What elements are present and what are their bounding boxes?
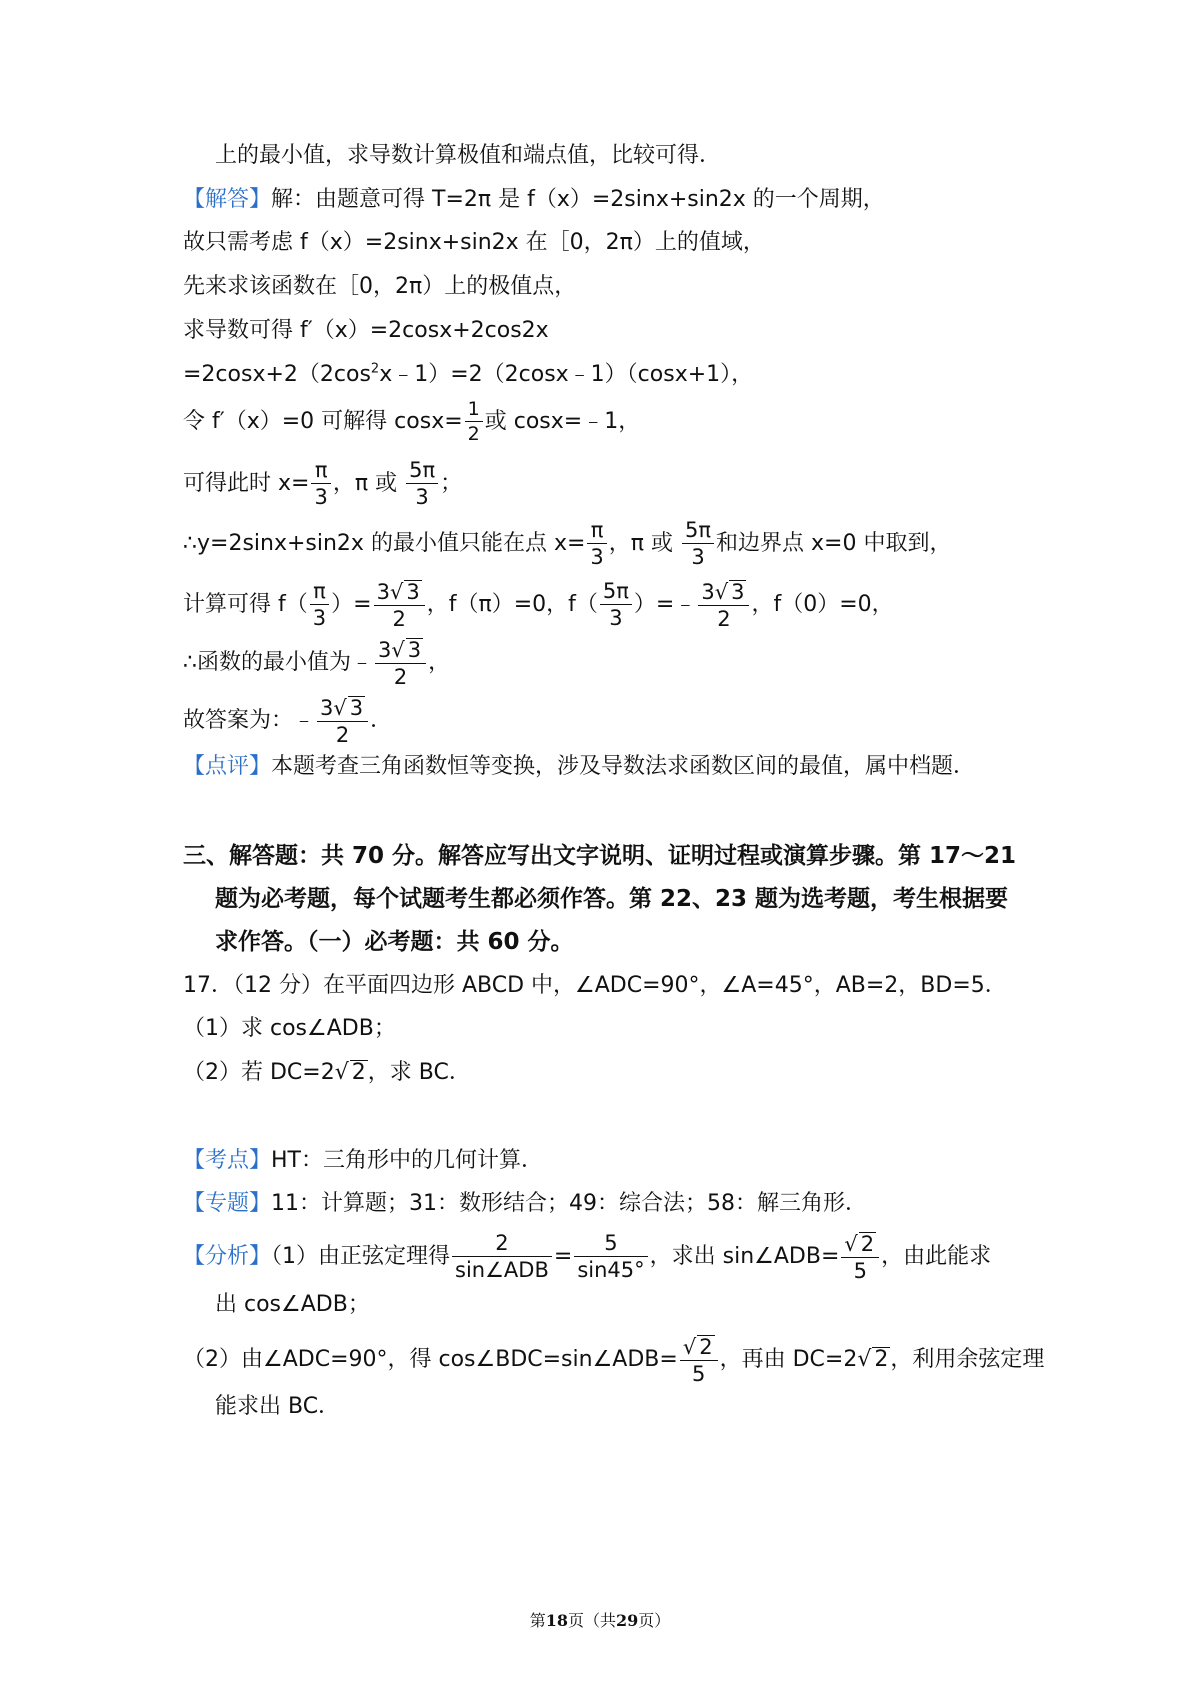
total-pages: 29	[616, 1611, 639, 1630]
fraction-pi-over-3	[587, 520, 606, 568]
radicand: 3	[349, 696, 364, 720]
exponent: 2	[370, 361, 380, 377]
numerator: 5π	[600, 581, 632, 605]
numerator: 1	[465, 400, 483, 422]
fraction-3sqrt3-over-2	[375, 638, 426, 688]
fraction-5pi-over-3	[406, 460, 438, 508]
expr-part: x﹣1）=2（2cosx﹣1）（cosx+1），	[379, 362, 754, 387]
expr-part: ，f（π）=0，f（	[426, 592, 598, 618]
analysis-tag: 【分析】	[183, 1244, 272, 1270]
fraction-3sqrt3-over-2	[374, 580, 425, 630]
expr-part: （2）若 DC=2	[183, 1060, 335, 1085]
radicand: 3	[407, 638, 422, 662]
coefficient: 3	[320, 696, 334, 720]
expr-part: ，利用余弦定理	[890, 1347, 1045, 1373]
denominator: 5	[853, 1259, 867, 1284]
text-line-8	[183, 460, 462, 508]
sqrt-sign: √	[844, 1232, 858, 1256]
radicand: 2	[699, 1335, 713, 1359]
radicand: 2	[351, 1060, 366, 1085]
fraction-3sqrt3-over-2	[317, 696, 368, 746]
denominator: sin45°	[577, 1258, 645, 1283]
expr-part: （2）由∠ADC=90°，得 cos∠BDC=sin∠ADB=	[183, 1347, 678, 1373]
expr-part: ，求 BC．	[367, 1060, 471, 1085]
fraction-2-over-sin-adb	[452, 1233, 552, 1281]
expr-part: ）=	[331, 592, 372, 618]
text-line-answer	[183, 185, 885, 215]
comment-tag: 【点评】	[183, 754, 272, 779]
numerator: 5	[574, 1233, 647, 1257]
section-heading-line-3: 求作答。（一）必考题：共 60 分。	[215, 929, 574, 955]
sqrt-sign: √	[389, 580, 404, 604]
sqrt-sign: √	[682, 1335, 697, 1359]
sqrt-sign: √	[857, 1347, 872, 1373]
numerator	[680, 1335, 718, 1361]
fraction-5pi-over-3	[600, 581, 632, 629]
section-heading-line-2: 题为必考题，每个试题考生都必须作答。第 22、23 题为选考题，考生根据要	[215, 886, 1009, 912]
knowledge-point-text: HT：三角形中的几何计算．	[271, 1148, 543, 1173]
fraction-5-over-sin45	[574, 1233, 647, 1281]
denominator: sin∠ADB	[455, 1258, 549, 1283]
radicand: 3	[731, 580, 745, 604]
sqrt-sign: √	[334, 1060, 349, 1085]
fraction-pi-over-3	[311, 460, 330, 508]
denominator: 3	[314, 485, 328, 509]
expr-part: 或 cosx=﹣1，	[484, 409, 641, 434]
topic-tag: 【专题】	[183, 1191, 272, 1216]
denominator: 5	[692, 1362, 706, 1387]
expr-part: 计算可得 f（	[183, 592, 308, 618]
coefficient: 3	[701, 580, 715, 604]
expr-part: ，π 或	[332, 471, 398, 496]
numerator	[698, 580, 749, 606]
numerator: 5π	[682, 520, 714, 544]
knowledge-point-line	[183, 1146, 543, 1176]
denominator: 3	[415, 485, 429, 509]
sqrt-sign: √	[714, 580, 729, 604]
denominator: 3	[312, 606, 327, 631]
question-17: 17．（12 分）在平面四边形 ABCD 中，∠ADC=90°，∠A=45°，AB=2，BD=5．	[183, 973, 1007, 998]
comment-text: 本题考查三角函数恒等变换，涉及导数法求函数区间的最值，属中档题．	[271, 754, 976, 779]
denominator: 3	[609, 606, 623, 631]
denominator: 2	[393, 665, 408, 690]
text-line-11	[183, 638, 450, 688]
radicand: 2	[874, 1347, 889, 1373]
coefficient: 3	[376, 580, 390, 604]
fraction-sqrt2-over-5	[841, 1232, 879, 1282]
expr-part: ∴y=2sinx+sin2x 的最小值只能在点 x=	[183, 531, 586, 556]
expr-part: =	[553, 1244, 573, 1270]
analysis-line-2: 出 cos∠ADB；	[215, 1292, 370, 1317]
fraction-sqrt2-over-5	[680, 1335, 718, 1385]
denominator: 2	[717, 607, 731, 632]
denominator: 3	[691, 545, 705, 569]
analysis-line-1	[183, 1232, 991, 1282]
expr-part: ，π 或	[608, 531, 674, 556]
topic-text: 11：计算题；31：数形结合；49：综合法；58：解三角形．	[271, 1191, 867, 1216]
page-footer	[0, 1608, 1200, 1631]
fraction-3sqrt3-over-2	[698, 580, 749, 630]
numerator: 2	[452, 1233, 552, 1257]
denominator: 2	[467, 423, 480, 445]
fraction-one-half	[465, 400, 483, 444]
numerator	[375, 638, 426, 664]
numerator	[841, 1232, 879, 1258]
section-heading-line-1: 三、解答题：共 70 分。解答应写出文字说明、证明过程或演算步骤。第 17～21	[183, 843, 1017, 869]
footer-mid: 页（共	[567, 1611, 616, 1630]
text-line-1: 上的最小值，求导数计算极值和端点值，比较可得．	[215, 143, 722, 168]
denominator: 2	[392, 607, 406, 632]
text-line-5: 求导数可得 f′（x）=2cosx+2cos2x	[183, 318, 549, 343]
sqrt-sign: √	[333, 696, 347, 720]
expr-part: ，求出 sin∠ADB=	[649, 1244, 840, 1270]
denominator: 2	[335, 723, 350, 748]
text-line-6	[183, 360, 753, 390]
expr-part: ）=﹣	[633, 592, 697, 618]
question-17-part-2	[183, 1058, 471, 1088]
footer-suffix: 页）	[638, 1611, 671, 1630]
text-line-3: 故只需考虑 f（x）=2sinx+sin2x 在［0，2π）上的值域，	[183, 230, 765, 255]
topic-line	[183, 1189, 867, 1219]
numerator: π	[311, 460, 330, 484]
expr-part: ；	[440, 471, 463, 496]
expr-part: ，	[428, 650, 451, 676]
analysis-line-4: 能求出 BC．	[215, 1394, 341, 1419]
text-line-10	[183, 580, 894, 630]
numerator: 5π	[406, 460, 438, 484]
answer-tag: 【解答】	[183, 187, 272, 212]
denominator: 3	[590, 545, 604, 569]
text-line-4: 先来求该函数在［0，2π）上的极值点，	[183, 274, 577, 299]
expr-part: ，由此能求	[881, 1244, 992, 1270]
coefficient: 3	[378, 638, 392, 662]
expr-part: 可得此时 x=	[183, 471, 310, 496]
text-line-7	[183, 400, 640, 444]
text-line-9	[183, 520, 951, 568]
knowledge-point-tag: 【考点】	[183, 1148, 272, 1173]
expr-part: ．	[370, 708, 393, 734]
text-line-comment	[183, 752, 975, 782]
expr-part: ，再由 DC=2	[719, 1347, 858, 1373]
sqrt-sign: √	[391, 638, 405, 662]
expr-part: 和边界点 x=0 中取到，	[716, 531, 952, 556]
expr-part: ∴函数的最小值为﹣	[183, 650, 373, 676]
fraction-5pi-over-3	[682, 520, 714, 568]
radicand: 2	[860, 1232, 875, 1256]
expr-part: （1）由正弦定理得	[271, 1244, 451, 1270]
expr-part: =2cosx+2（2cos	[183, 362, 371, 387]
expr-part: 令 f′（x）=0 可解得 cosx=	[183, 409, 463, 434]
fraction-pi-over-3	[310, 581, 329, 629]
footer-prefix: 第	[529, 1611, 546, 1630]
numerator	[374, 580, 425, 606]
page-number: 18	[545, 1611, 568, 1630]
answer-text: 解：由题意可得 T=2π 是 f（x）=2sinx+sin2x 的一个周期，	[271, 187, 885, 212]
expr-part: 故答案为：﹣	[183, 708, 316, 734]
question-17-part-1: （1）求 cos∠ADB；	[183, 1016, 396, 1041]
numerator: π	[310, 581, 329, 605]
text-line-12	[183, 696, 392, 746]
radicand: 3	[406, 580, 420, 604]
analysis-line-3	[183, 1335, 1044, 1385]
numerator	[317, 696, 368, 722]
numerator: π	[587, 520, 606, 544]
expr-part: ，f（0）=0，	[751, 592, 894, 618]
